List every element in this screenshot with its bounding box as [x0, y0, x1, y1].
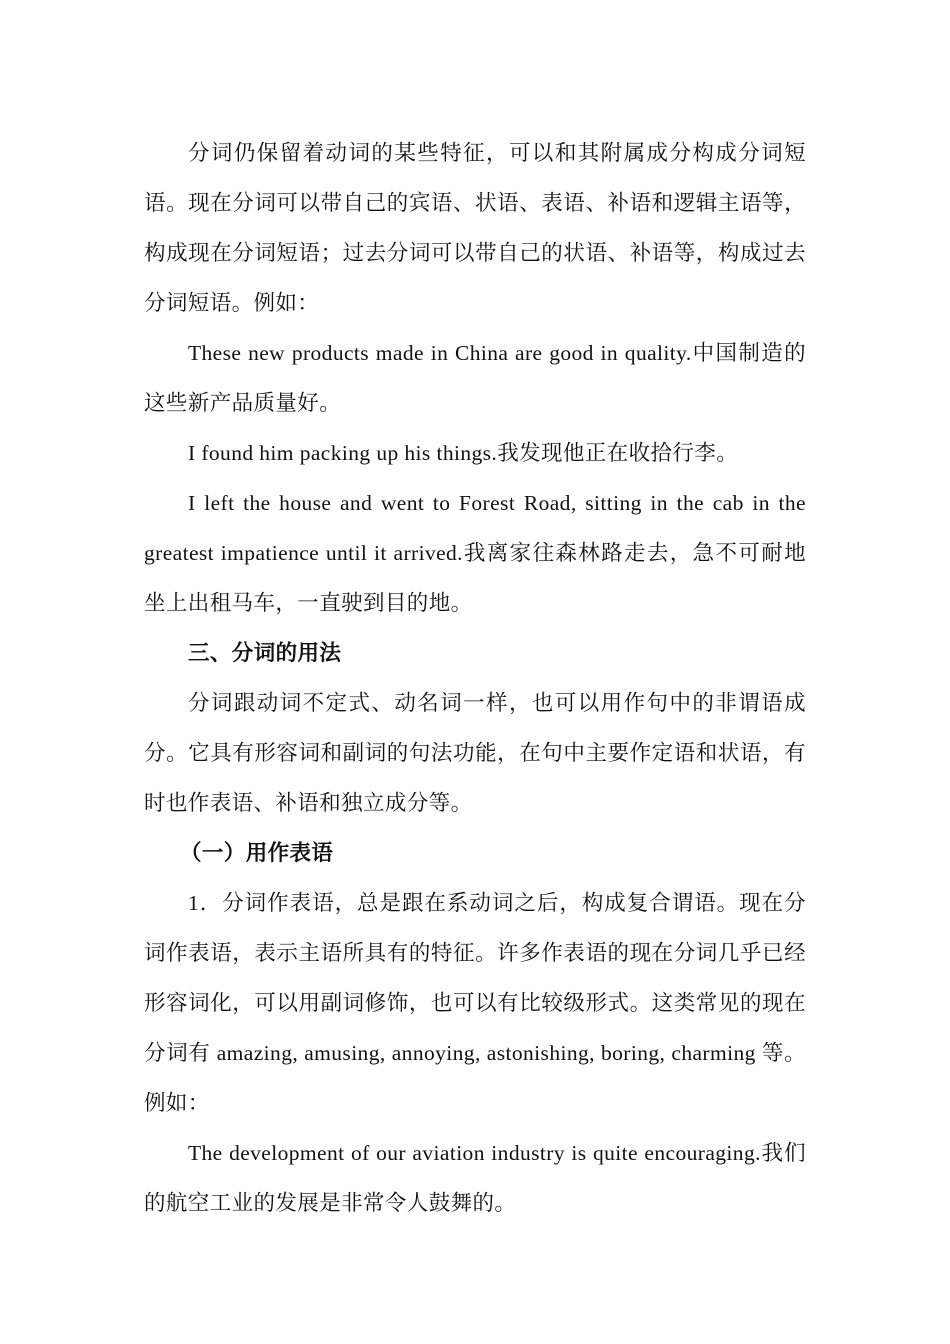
document-page [144, 128, 806, 1228]
intro-paragraph: 分词仍保留着动词的某些特征，可以和其附属成分构成分词短语。现在分词可以带自己的宾语、状语、表语、补语和逻辑主语等，构成现在分词短语；过去分词可以带自己的状语、补语等，构成过去分词短语。例如： [144, 141, 806, 315]
section-heading: 三、分词的用法 [188, 641, 342, 665]
predicative-paragraph: 1．分词作表语，总是跟在系动词之后，构成复合谓语。现在分词作表语，表示主语所具有的特征。许多作表语的现在分词几乎已经形容词化，可以用副词修饰，也可以有比较级形式。这类常见的现在分词有 amazing, amusing, annoying, astonishing, boring, charming 等。例如： [144, 891, 806, 1115]
subsection-heading: （一）用作表语 [180, 841, 334, 865]
example-sentence-1: These new products made in China are good in quality.中国制造的这些新产品质量好。 [144, 341, 806, 415]
usage-paragraph: 分词跟动词不定式、动名词一样，也可以用作句中的非谓语成分。它具有形容词和副词的句法功能，在句中主要作定语和状语，有时也作表语、补语和独立成分等。 [144, 691, 806, 815]
example-sentence-2: I found him packing up his things.我发现他正在收拾行李。 [188, 441, 739, 465]
example-sentence-3: I left the house and went to Forest Road, sitting in the cab in the greatest impatience until it arrived.我离家往森林路走去，急不可耐地坐上出租马车，一直驶到目的地。 [144, 491, 806, 615]
example-sentence-4: The development of our aviation industry is quite encouraging.我们的航空工业的发展是非常令人鼓舞的。 [144, 1141, 806, 1215]
